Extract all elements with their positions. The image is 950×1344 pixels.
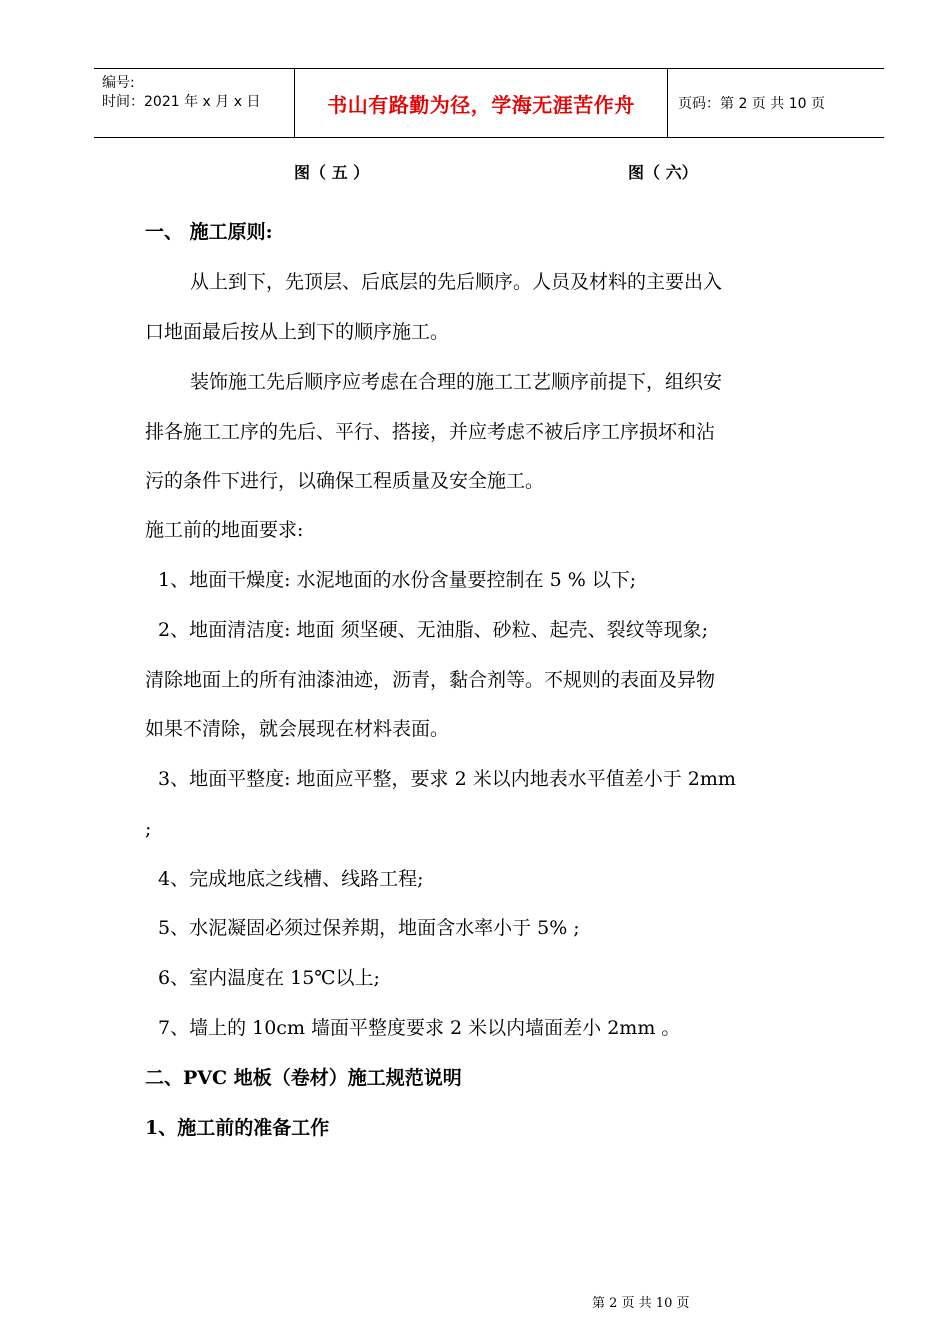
figure-caption-6: 图（ 六） — [628, 163, 698, 182]
time-label: 时间：2021 年 x 月 x 日 — [102, 94, 261, 110]
header-page-label: 页码：第 2 页 共 10 页 — [678, 96, 825, 112]
number-label: 编号: — [102, 75, 135, 91]
section-2-title: 二、PVC 地板（卷材）施工规范说明 — [145, 1067, 462, 1089]
requirement-item: 6、室内温度在 15℃以上; — [158, 967, 380, 989]
paragraph-line: 口地面最后按从上到下的顺序施工。 — [145, 321, 450, 343]
requirement-item: 7、墙上的 10cm 墙面平整度要求 2 米以内墙面差小 2mm 。 — [158, 1017, 681, 1039]
header-left-cell — [94, 69, 294, 137]
header-motto: 书山有路勤为径，学海无涯苦作舟 — [294, 69, 668, 137]
paragraph-line: 清除地面上的所有油漆油迹，沥青，黏合剂等。不规则的表面及异物 — [145, 669, 716, 691]
paragraph-line: 装饰施工先后顺序应考虑在合理的施工工艺顺序前提下，组织安 — [190, 371, 723, 393]
requirement-item: 4、完成地底之线槽、线路工程; — [158, 868, 424, 890]
requirement-item: 1、地面干燥度: 水泥地面的水份含量要控制在 5 % 以下; — [158, 569, 637, 591]
document-header — [94, 68, 884, 138]
subsection-title: 1、施工前的准备工作 — [145, 1117, 330, 1139]
requirement-item: 5、水泥凝固必须过保养期，地面含水率小于 5% ; — [158, 917, 580, 939]
paragraph-line: 如果不清除，就会展现在材料表面。 — [145, 718, 450, 740]
paragraph-line: 排各施工工序的先后、平行、搭接，并应考虑不被后序工序损坏和沾 — [145, 421, 716, 443]
section-1-title: 一、 施工原则: — [145, 221, 273, 243]
requirement-item: 3、地面平整度: 地面应平整，要求 2 米以内地表水平值差小于 2mm — [158, 768, 736, 790]
page-footer: 第 2 页 共 10 页 — [592, 1296, 690, 1311]
requirements-title: 施工前的地面要求: — [145, 519, 304, 541]
requirement-item: 2、地面清洁度: 地面 须坚硬、无油脂、砂粒、起壳、裂纹等现象; — [158, 619, 708, 641]
paragraph-line: ; — [145, 818, 152, 840]
paragraph-line: 从上到下，先顶层、后底层的先后顺序。人员及材料的主要出入 — [190, 271, 723, 293]
figure-caption-5: 图（ 五 ） — [294, 163, 370, 182]
paragraph-line: 污的条件下进行，以确保工程质量及安全施工。 — [145, 470, 545, 492]
